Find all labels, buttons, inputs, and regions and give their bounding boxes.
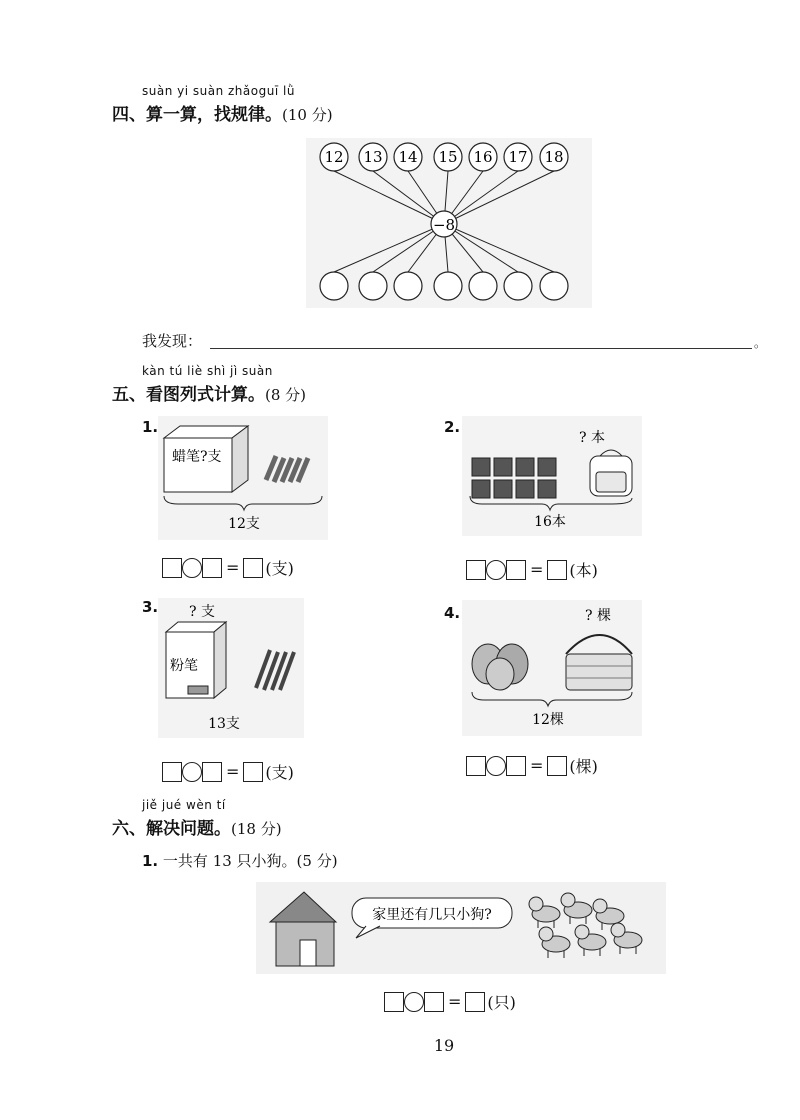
equals-sign: = — [226, 558, 240, 577]
problem3-illustration — [158, 598, 304, 738]
crayon-box-label: 蜡笔?支 — [172, 449, 222, 465]
operation-text: −8 — [432, 216, 456, 234]
problem3-question: ? 支 — [189, 604, 215, 620]
book-icon — [516, 458, 534, 476]
problem2-equation — [466, 558, 598, 581]
unit-label: (棵) — [569, 757, 598, 776]
book-icon — [538, 458, 556, 476]
section5-pinyin: kàn tú liè shì jì suàn — [142, 364, 273, 378]
operator-circle[interactable] — [486, 756, 506, 776]
brace-icon — [472, 692, 632, 706]
unit-label: (本) — [569, 561, 598, 580]
result-box[interactable] — [243, 762, 263, 782]
problem4-number: 4. — [444, 604, 461, 622]
problem3-total: 13支 — [208, 716, 240, 732]
q1-number: 1. — [142, 852, 159, 870]
number-text: 18 — [544, 148, 564, 166]
number-text: 12 — [324, 148, 344, 166]
section6-title — [112, 814, 282, 839]
number-text: 15 — [438, 148, 458, 166]
operator-circle[interactable] — [182, 762, 202, 782]
problem4-equation — [466, 754, 598, 777]
problem4-question: ? 棵 — [585, 608, 611, 624]
speech-text: 家里还有几只小狗? — [372, 907, 492, 923]
section4-title — [112, 100, 333, 125]
book-icon — [538, 480, 556, 498]
answer-box[interactable] — [202, 558, 222, 578]
unit-label: (支) — [265, 559, 294, 578]
number-text: 14 — [398, 148, 418, 166]
dogs-illustration — [256, 882, 666, 974]
brace-icon — [164, 496, 322, 510]
problem2-illustration — [462, 416, 642, 536]
answer-box[interactable] — [424, 992, 444, 1012]
problem1-illustration — [158, 416, 328, 540]
equals-sign: = — [226, 762, 240, 781]
section6-score: (18 分) — [231, 820, 282, 838]
number-text: 13 — [363, 148, 383, 166]
section4-score: (10 分) — [282, 106, 333, 124]
answer-circle[interactable] — [394, 272, 422, 300]
problem2-total: 16本 — [534, 514, 566, 530]
basket-icon — [566, 635, 632, 690]
unit-label: (支) — [265, 763, 294, 782]
book-icon — [472, 458, 490, 476]
book-icon — [494, 480, 512, 498]
section5-title — [112, 380, 306, 405]
q1-score: (5 分) — [296, 852, 338, 870]
problem4-illustration — [462, 600, 642, 736]
problem1-total: 12支 — [228, 516, 260, 532]
section4-title-text: 四、算一算，找规律。 — [112, 105, 282, 125]
chalk-box-label: 粉笔 — [170, 658, 198, 674]
problem2-question: ? 本 — [579, 430, 605, 446]
equals-sign: = — [530, 560, 544, 579]
finding-label: 我发现： — [142, 332, 203, 350]
cabbage-icon — [472, 644, 528, 690]
books-icon — [472, 458, 556, 498]
answer-circle[interactable] — [540, 272, 568, 300]
operator-circle[interactable] — [404, 992, 424, 1012]
section5-title-text: 五、看图列式计算。 — [112, 385, 265, 405]
problem3-equation — [162, 760, 294, 783]
result-box[interactable] — [465, 992, 485, 1012]
problem4-total: 12棵 — [532, 712, 564, 728]
answer-box[interactable] — [162, 762, 182, 782]
chalk-sticks-icon — [256, 650, 294, 690]
unit-label: (只) — [487, 993, 516, 1012]
q1-line — [142, 850, 338, 871]
operator-circle[interactable] — [182, 558, 202, 578]
number-text: 16 — [473, 148, 493, 166]
answer-circle[interactable] — [469, 272, 497, 300]
answer-circle[interactable] — [504, 272, 532, 300]
number-text: 17 — [508, 148, 528, 166]
problem2-number: 2. — [444, 418, 461, 436]
problem1-equation — [162, 556, 294, 579]
book-icon — [494, 458, 512, 476]
section6-title-text: 六、解决问题。 — [112, 819, 231, 839]
finding-line[interactable] — [210, 348, 752, 349]
answer-box[interactable] — [506, 560, 526, 580]
answer-circle[interactable] — [359, 272, 387, 300]
q1-equation — [384, 990, 516, 1013]
answer-box[interactable] — [202, 762, 222, 782]
pattern-diagram — [306, 138, 592, 308]
section6-pinyin: jiě jué wèn tí — [142, 798, 226, 812]
finding-end: 。 — [754, 336, 767, 350]
section4-pinyin: suàn yi suàn zhǎoguī lǜ — [142, 84, 295, 98]
problem1-number: 1. — [142, 418, 159, 436]
crayons-icon — [266, 456, 308, 482]
answer-box[interactable] — [506, 756, 526, 776]
answer-box[interactable] — [466, 756, 486, 776]
equals-sign: = — [530, 756, 544, 775]
answer-circle[interactable] — [434, 272, 462, 300]
result-box[interactable] — [547, 560, 567, 580]
problem3-number: 3. — [142, 598, 159, 616]
answer-box[interactable] — [466, 560, 486, 580]
book-icon — [472, 480, 490, 498]
operator-circle[interactable] — [486, 560, 506, 580]
result-box[interactable] — [243, 558, 263, 578]
section5-score: (8 分) — [265, 386, 307, 404]
answer-box[interactable] — [162, 558, 182, 578]
result-box[interactable] — [547, 756, 567, 776]
page-number: 19 — [433, 1036, 455, 1055]
equals-sign: = — [448, 992, 462, 1011]
answer-circle[interactable] — [320, 272, 348, 300]
book-icon — [516, 480, 534, 498]
q1-text: 一共有 13 只小狗。 — [162, 852, 297, 870]
backpack-icon — [590, 450, 632, 496]
answer-box[interactable] — [384, 992, 404, 1012]
